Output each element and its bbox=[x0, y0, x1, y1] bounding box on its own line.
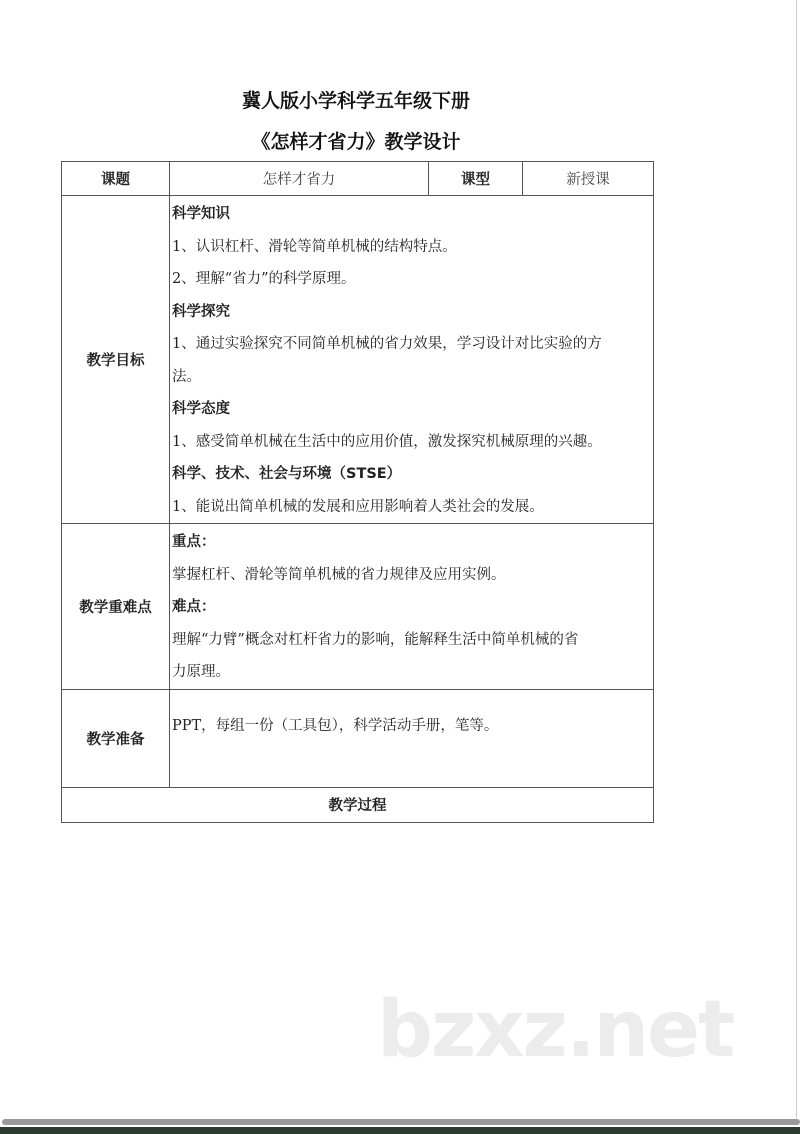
preparation-label: 教学准备 bbox=[62, 689, 170, 787]
list-item: 理解“力臂”概念对杠杆省力的影响，能解释生活中简单机械的省 bbox=[172, 631, 579, 648]
list-item: 掌握杠杆、滑轮等简单机械的省力规律及应用实例。 bbox=[172, 566, 506, 583]
list-item: 1、认识杠杆、滑轮等简单机械的结构特点。 bbox=[172, 238, 457, 255]
document-subtitle: 《怎样才省力》教学设计 bbox=[251, 131, 461, 153]
process-heading: 教学过程 bbox=[62, 787, 654, 822]
desktop-background bbox=[0, 1127, 800, 1134]
list-item: 1、通过实验探究不同简单机械的省力效果，学习设计对比实验的方 bbox=[172, 336, 602, 352]
topic-label: 课题 bbox=[62, 162, 170, 196]
list-item: 1、能说出简单机械的发展和应用影响着人类社会的发展。 bbox=[172, 498, 544, 515]
type-value: 新授课 bbox=[523, 162, 654, 196]
section-heading: 重点： bbox=[172, 534, 216, 550]
preparation-text: PPT，每组一份（工具包），科学活动手册，笔等。 bbox=[172, 717, 499, 734]
section-heading: 科学知识 bbox=[172, 206, 230, 222]
page-edge bbox=[796, 0, 797, 1118]
topic-value: 怎样才省力 bbox=[170, 162, 429, 196]
lesson-plan-table bbox=[61, 161, 654, 823]
keypoints-content bbox=[170, 524, 654, 690]
objectives-content bbox=[170, 196, 654, 524]
keypoints-label: 教学重难点 bbox=[62, 524, 170, 690]
objectives-label: 教学目标 bbox=[62, 196, 170, 524]
section-heading: 难点： bbox=[172, 599, 216, 615]
list-item: 法。 bbox=[172, 368, 201, 385]
section-heading: 科学、技术、社会与环境（STSE） bbox=[172, 466, 402, 482]
section-heading: 科学态度 bbox=[172, 401, 230, 417]
list-item: 力原理。 bbox=[172, 664, 230, 680]
preparation-content bbox=[170, 689, 654, 787]
document-title: 冀人版小学科学五年级下册 bbox=[241, 90, 470, 112]
list-item: 1、感受简单机械在生活中的应用价值，激发探究机械原理的兴趣。 bbox=[172, 433, 602, 450]
horizontal-scrollbar[interactable] bbox=[2, 1119, 800, 1125]
watermark: bzxz.net bbox=[377, 985, 734, 1075]
list-item: 2、理解“省力”的科学原理。 bbox=[172, 271, 356, 287]
type-label: 课型 bbox=[429, 162, 523, 196]
section-heading: 科学探究 bbox=[172, 303, 230, 320]
